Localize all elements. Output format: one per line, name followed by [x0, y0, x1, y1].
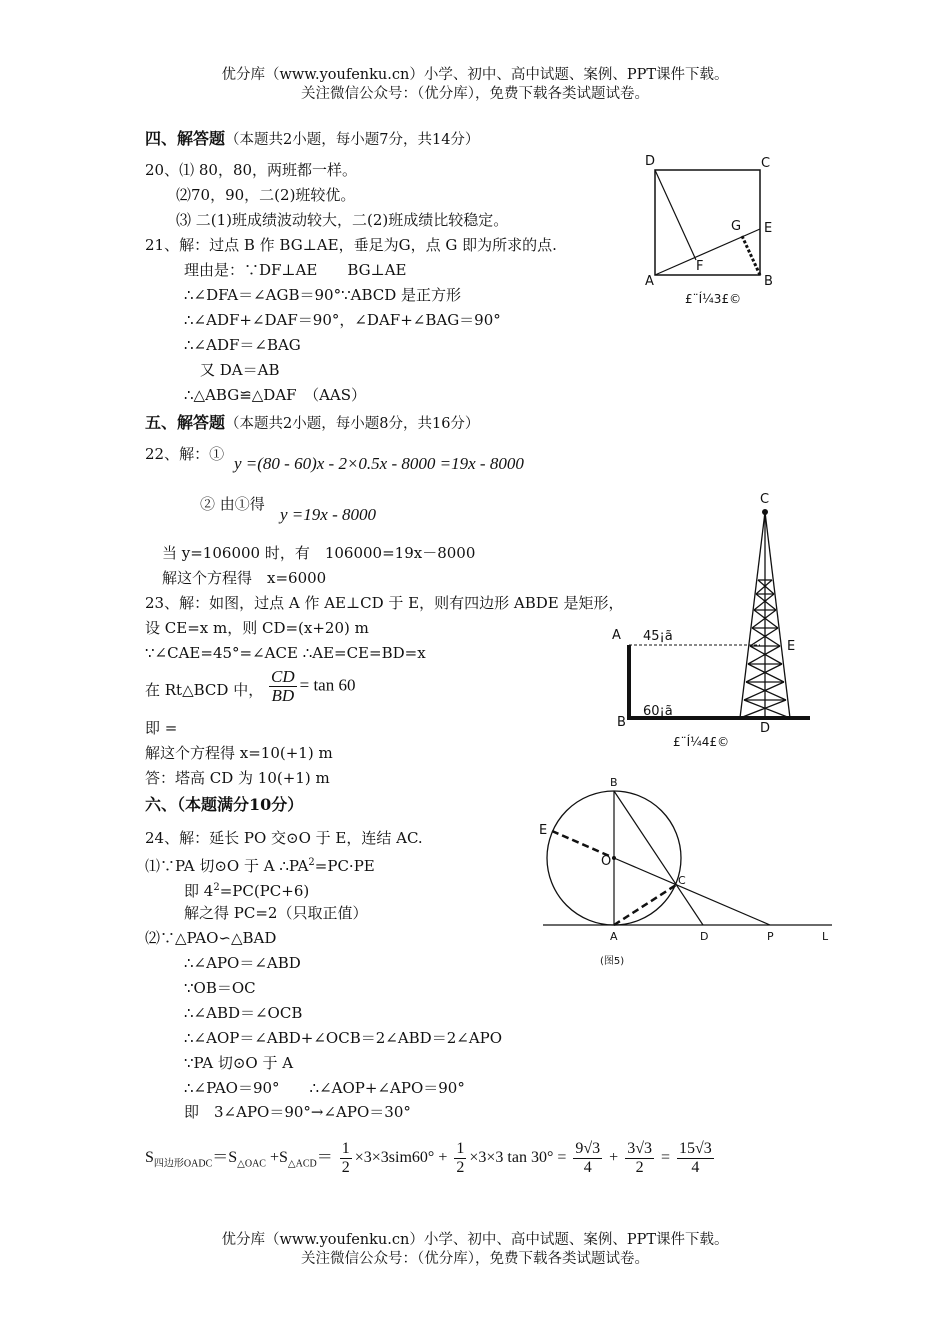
q23-fraction [269, 668, 297, 705]
area-fraction-5: $\frac{15√3}{4}$ [679, 1140, 712, 1176]
q21-line-3: ∴∠DFA＝∠AGB＝90°∵ABCD 是正方形 [184, 286, 462, 304]
label-c: C [760, 492, 770, 507]
square-abcd [655, 170, 760, 275]
q24-line-8: ∴∠ABD＝∠OCB [184, 1004, 303, 1022]
q23-line-3: ∵∠CAE=45°=∠ACE ∴AE=CE=BD=x [145, 644, 426, 662]
label-d: D [700, 930, 709, 943]
figure-4 [605, 488, 820, 756]
label-a: A [645, 274, 654, 289]
q23-line-4: 在 Rt△BCD 中， [145, 681, 264, 699]
section-6-heading: 六、（本题满分10分） [145, 795, 304, 814]
q24-line-4: 解之得 PC=2（只取正值） [184, 904, 368, 922]
q24-line-9: ∴∠AOP＝∠ABD+∠OCB＝2∠ABD＝2∠APO [184, 1029, 503, 1047]
q21-line-5: ∴∠ADF＝∠BAG [184, 336, 301, 354]
center-point [612, 856, 616, 860]
q23-line-2: 设 CE=x m，则 CD=(x+20) m [145, 619, 369, 637]
segment-ac-dashed [614, 885, 676, 925]
label-a: A [612, 628, 621, 643]
label-angle-60: 60¡ã [643, 704, 673, 719]
section-4-title: 四、解答题 [145, 129, 226, 148]
q24-line-5: ⑵∵△PAO∽△BAD [145, 929, 277, 947]
section-5-subtitle: （本题共2小题，每小题8分，共16分） [225, 416, 480, 432]
q24-line-11: ∴∠PAO＝90° ∴∠AOP+∠APO＝90° [184, 1079, 465, 1097]
q23-equation-rhs: = tan 60 [299, 675, 356, 695]
label-b: B [610, 776, 618, 789]
figure-5 [535, 772, 835, 968]
q24-line-10: ∵PA 切⊙O 于 A [184, 1054, 294, 1072]
footer-line-1: 优分库（www.youfenku.cn）小学、初中、高中试题、案例、PPT课件下载。 [221, 1232, 729, 1248]
q22-line-4: 解这个方程得 x=6000 [162, 569, 327, 587]
label-a: A [610, 930, 618, 943]
q21-line-7: ∴△ABG≌△DAF （AAS） [184, 386, 367, 404]
segment-ae [655, 229, 760, 275]
q21-line-4: ∴∠ADF+∠DAF＝90°，∠DAF+∠BAG＝90° [184, 311, 501, 329]
q20-line-2: ⑵70，90，二(2)班较优。 [176, 186, 356, 204]
q22-equation-2: y =19x - 8000 [280, 505, 376, 524]
figure-3 [630, 148, 790, 308]
label-e: E [764, 221, 773, 236]
q23-line-7: 答：塔高 CD 为 10(+1) m [145, 769, 330, 787]
label-angle-45: 45¡ã [643, 629, 673, 644]
q20-line-1: 20、⑴ 80，80，两班都一样。 [145, 161, 358, 179]
area-formula: $S_{四边形OADC}=S_{\triangle OAC} +S_{\triangle ACD}=$ $\frac{1}{2}$ ×3×3sim60° + $\frac{1}{2}$ ×3×3 tan 30° = $\frac{9√3}{4}$ + $\frac{3√3}{2}$ = $\frac{15√3}{4}$ [145, 1140, 712, 1176]
figure-3-caption: £¨Í¼3£© [685, 292, 742, 306]
q24-line-3: 即 $4^2=PC(PC+6)$ [184, 882, 310, 900]
segment-op [614, 858, 770, 925]
q21-line-2: 理由是：∵DF⊥AE BG⊥AE [184, 261, 407, 279]
header-line-1: 优分库（www.youfenku.cn）小学、初中、高中试题、案例、PPT课件下载。 [221, 67, 729, 83]
label-f: F [696, 259, 704, 274]
area-fraction-1: $\frac{1}{2}$ [341, 1140, 350, 1176]
label-c: C [761, 156, 771, 171]
segment-bg-dotted [742, 236, 760, 275]
label-e: E [787, 639, 796, 654]
q23-line-6: 解这个方程得 x=10(+1) m [145, 744, 333, 762]
footer-line-2: 关注微信公众号：（优分库），免费下载各类试题试卷。 [301, 1251, 649, 1267]
q23-fraction-numerator: CD [271, 667, 295, 686]
section-4-subtitle: （本题共2小题，每小题7分，共14分） [225, 132, 480, 148]
segment-df [655, 170, 696, 260]
q24-line-7: ∵OB＝OC [184, 979, 256, 997]
q23-line-5: 即 = [145, 719, 178, 737]
q24-line-6: ∴∠APO＝∠ABD [184, 954, 301, 972]
q22-equation-1: y =(80 - 60)x - 2×0.5x - 8000 =19x - 8000 [234, 454, 524, 473]
area-fraction-3: $\frac{9√3}{4}$ [575, 1140, 601, 1176]
tower-top-point [762, 509, 768, 515]
label-d: D [760, 721, 771, 736]
label-b: B [764, 274, 773, 289]
q23-fraction-denominator: BD [271, 686, 295, 705]
area-fraction-2: $\frac{1}{2}$ [456, 1140, 465, 1176]
label-p: P [767, 930, 774, 943]
q22-line-2: ② 由①得 [200, 495, 265, 513]
figure-4-caption: £¨Í¼4£© [673, 735, 730, 749]
area-fraction-4: $\frac{3√3}{2}$ [627, 1140, 652, 1176]
label-g: G [731, 219, 742, 234]
tower-structure [740, 512, 790, 718]
q20-line-3: ⑶ 二(1)班成绩波动较大，二(2)班成绩比较稳定。 [176, 211, 509, 229]
section-5-heading [145, 410, 479, 433]
label-d: D [645, 154, 656, 169]
label-o: O [601, 854, 612, 869]
label-e: E [539, 823, 548, 838]
q22-line-1: 22、解：① [145, 445, 225, 463]
q21-line-1: 21、解：过点 B 作 BG⊥AE，垂足为G，点 G 即为所求的点. [145, 236, 557, 254]
q24-line-2: ⑴∵PA 切⊙O 于 A $\therefore PA^2=PC\cdot PE$ [145, 857, 375, 875]
q23-ratio-equation [266, 668, 355, 705]
label-b: B [617, 715, 626, 730]
segment-bd [614, 791, 703, 925]
q23-line-1: 23、解：如图，过点 A 作 AE⊥CD 于 E，则有四边形 ABDE 是矩形， [145, 594, 624, 612]
label-l: L [822, 930, 829, 943]
q24-line-12: 即 3∠APO＝90°→∠APO＝30° [184, 1103, 411, 1121]
header-line-2: 关注微信公众号：（优分库），免费下载各类试题试卷。 [301, 86, 649, 102]
q22-line-3: 当 y=106000 时，有 106000=19x－8000 [162, 544, 476, 562]
q24-line-1: 24、解：延长 PO 交⊙O 于 E，连结 AC. [145, 829, 423, 847]
figure-5-caption: (图5) [600, 956, 625, 967]
label-c: C [678, 874, 686, 887]
section-4-heading [145, 126, 479, 149]
q21-line-6: 又 DA＝AB [200, 361, 280, 379]
section-5-title: 五、解答题 [145, 413, 226, 432]
